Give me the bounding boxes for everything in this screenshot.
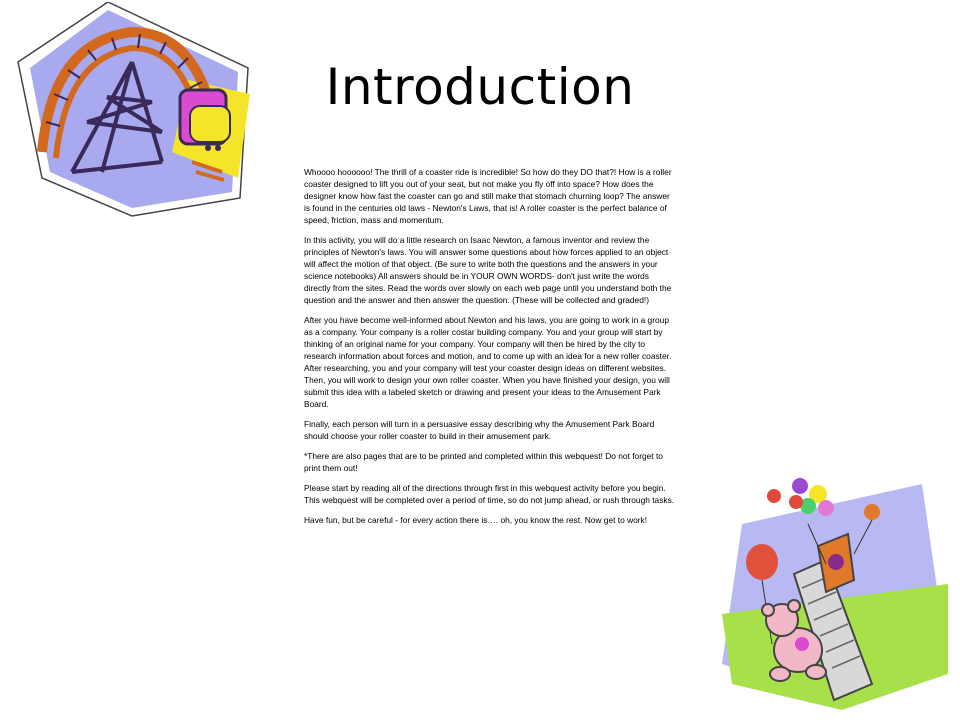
intro-body-text bbox=[304, 166, 676, 534]
paragraph: Have fun, but be careful - for every action there is…. oh, you know the rest. Now get to work! bbox=[304, 515, 648, 525]
paragraph: In this activity, you will do a little research on Isaac Newton, a famous inventor and review the principles of Newton's laws. You will answer some questions about how forces applied to an object will affect the motion of that object. (Be sure to write both the questions and the answers in your science notebooks) All answers should be in YOUR OWN WORDS- don't just write the words directly from the sites. Read the words over slowly on each web page until you understand both the question and the answer and then answer the question. (These will be collected and graded!) bbox=[304, 235, 672, 305]
page-title: Introduction bbox=[325, 58, 635, 116]
paragraph: *There are also pages that are to be printed and completed within this webquest! Do not forget to print them out! bbox=[304, 451, 663, 473]
teddy-bear-balloons-icon bbox=[722, 464, 952, 712]
paragraph: Please start by reading all of the directions through first in this webquest activity before you begin. This webquest will be completed over a period of time, so do not jump ahead, or rush through tasks. bbox=[304, 483, 675, 505]
paragraph: Finally, each person will turn in a persuasive essay describing why the Amusement Park Board should choose your roller coaster to build in their amusement park. bbox=[304, 419, 655, 441]
paragraph: Whoooo hoooooo! The thrill of a coaster ride is incredible! So how do they DO that?! How is a roller coaster designed to lift you out of your seat, but not make you fly off into space? How does the designer know how fast the coaster can go and still make that stomach churning loop? The answer is found in the centuries old laws - Newton's Laws, that is! A roller coaster is the perfect balance of speed, friction, mass and momentum. bbox=[304, 167, 672, 225]
paragraph: After you have become well-informed about Newton and his laws, you are going to work in a group as a company. Your company is a roller costar building company. You and your group will start by thinking of an original name for your company. Your company will then be hired by the city to research information about forces and motion, and to come up with an idea for a new roller coaster. After researching, you and your company will test your coaster design ideas on different websites. Then, you will work to design your own roller coaster. When you have finished your design, you will submit this idea with a labeled sketch or drawing and present your ideas to the Amusement Park Board. bbox=[304, 315, 672, 409]
